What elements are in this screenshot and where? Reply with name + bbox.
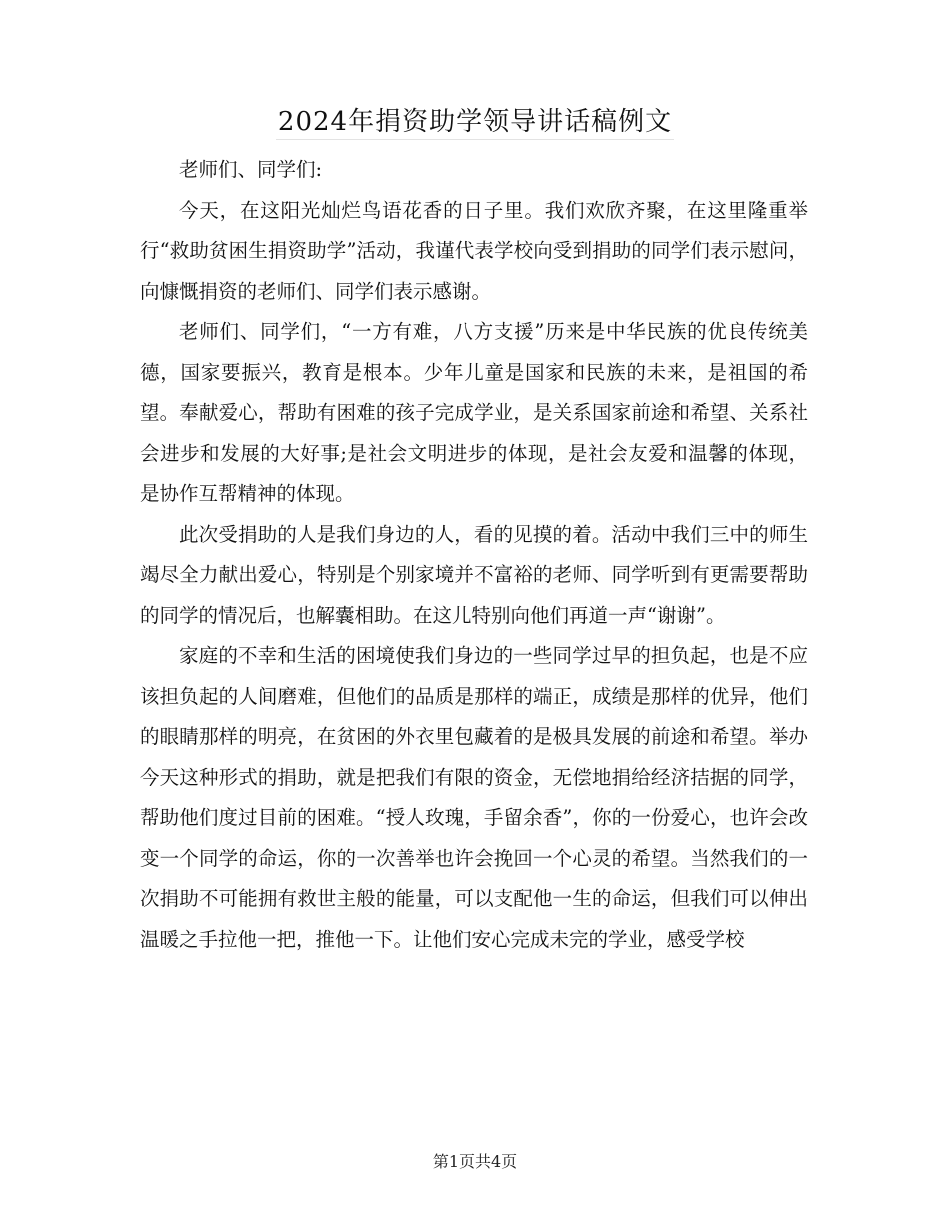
body-paragraph-4: 家庭的不幸和生活的困境使我们身边的一些同学过早的担负起，也是不应该担负起的人间磨难，但他们的品质是那样的端正，成绩是那样的优异，他们的眼睛那样的明亮，在贫困的外衣里包藏着的是极具发展的前途和希望。举办今天这种形式的捐助，就是把我们有限的资金，无偿地捐给经济拮据的同学，帮助他们度过目前的困难。“授人玫瑰，手留余香”，你的一份爱心，也许会改变一个同学的命运，你的一次善举也许会挽回一个心灵的希望。当然我们的一次捐助不可能拥有救世主般的能量，可以支配他一生的命运，但我们可以伸出温暖之手拉他一把，推他一下。让他们安心完成未完的学业，感受学校 (140, 644, 808, 951)
body-paragraph-2: 老师们、同学们，“一方有难，八方支援”历来是中华民族的优良传统美德，国家要振兴，教育是根本。少年儿童是国家和民族的未来，是祖国的希望。奉献爱心，帮助有困难的孩子完成学业，是关系国家前途和希望、关系社会进步和发展的大好事;是社会文明进步的体现，是社会友爱和温馨的体现，是协作互帮精神的体现。 (140, 320, 808, 505)
document-title-text: 2024年捐资助学领导讲话稿例文 (276, 107, 674, 140)
body-paragraph-1: 今天，在这阳光灿烂鸟语花香的日子里。我们欢欣齐聚，在这里隆重举行“救助贫困生捐资助学”活动，我谨代表学校向受到捐助的同学们表示慰问，向慷慨捐资的老师们、同学们表示感谢。 (140, 198, 808, 303)
body-paragraph-3: 此次受捐助的人是我们身边的人，看的见摸的着。活动中我们三中的师生竭尽全力献出爱心，特别是个别家境并不富裕的老师、同学听到有更需要帮助的同学的情况后，也解囊相助。在这儿特别向他们再道一声“谢谢”。 (140, 522, 808, 627)
document-body (140, 150, 808, 960)
document-title (0, 100, 950, 144)
page-footer (0, 1150, 950, 1174)
salutation-paragraph: 老师们、同学们: (179, 158, 323, 181)
page-number-text: 第1页共4页 (432, 1152, 518, 1171)
